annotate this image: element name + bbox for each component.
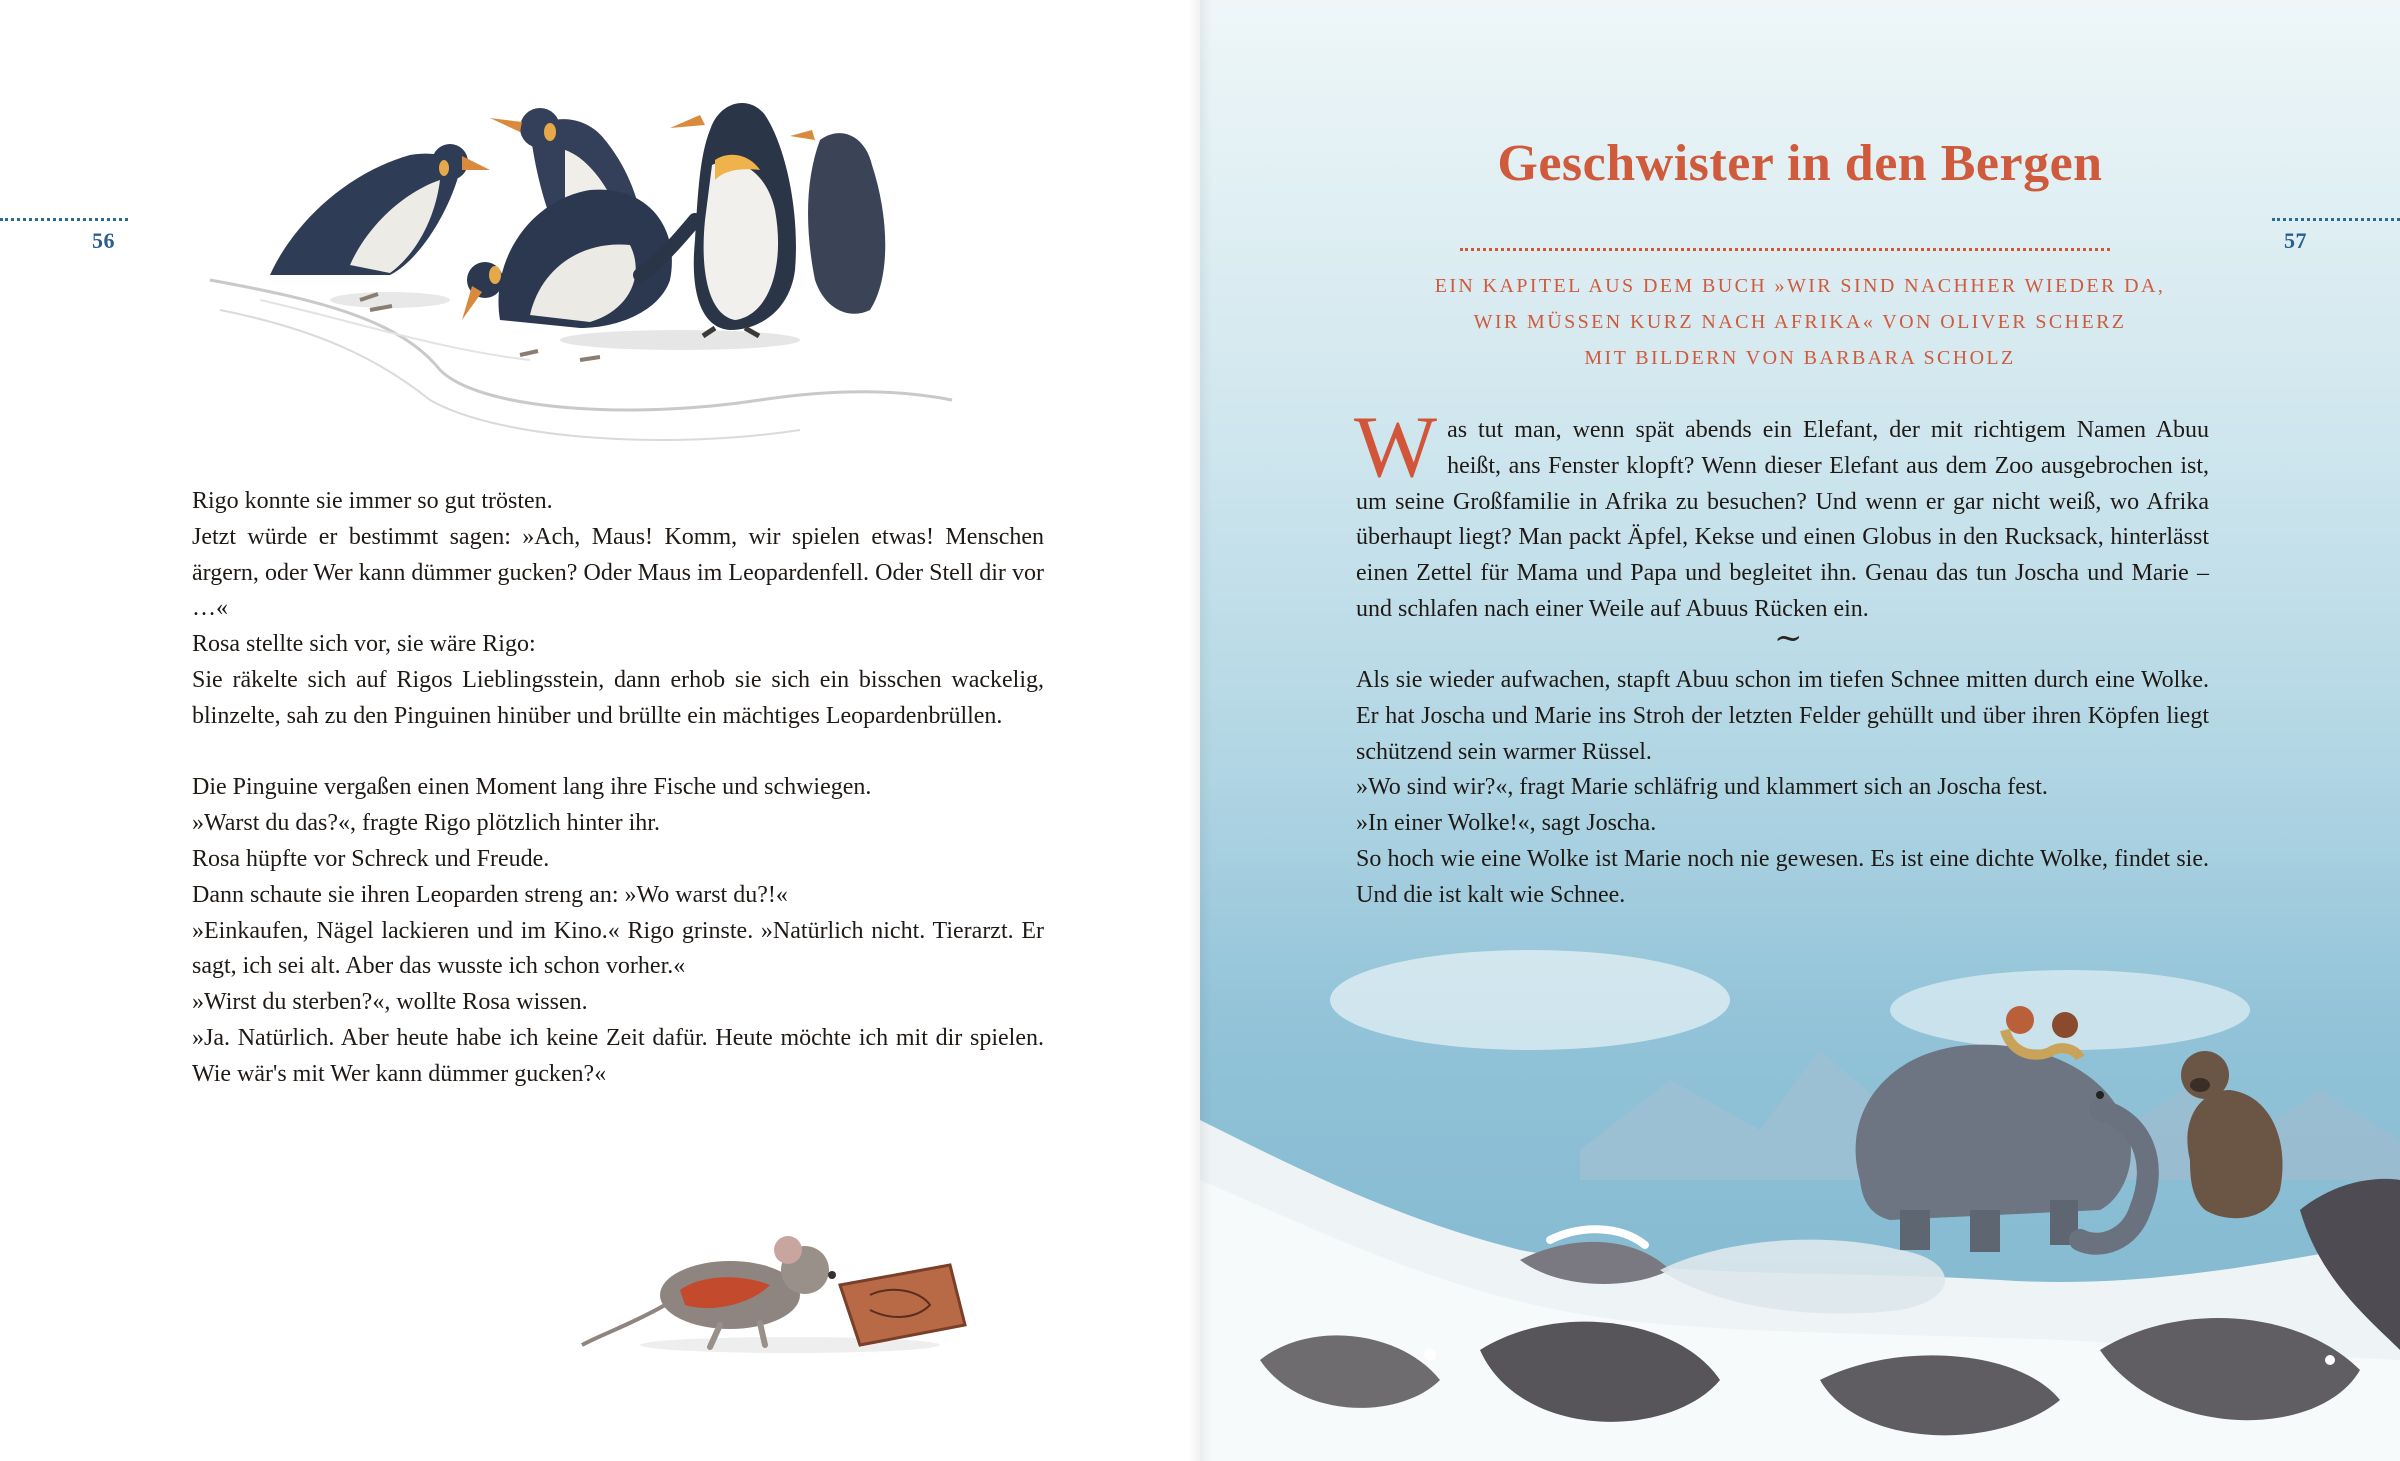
left-paragraph: Rosa hüpfte vor Schreck und Freude. — [192, 845, 550, 872]
penguin-5 — [790, 130, 885, 314]
mouse-illustration — [570, 1195, 990, 1365]
book-gutter — [1188, 0, 1212, 1461]
right-folio-rule — [2272, 218, 2400, 221]
right-paragraph: »In einer Wolke!«, sagt Joscha. — [1356, 810, 1657, 837]
mountain-snow-illustration — [1200, 880, 2400, 1461]
right-paragraph: »Wo sind wir?«, fragt Marie schläfrig und klammert sich an Joscha fest. — [1356, 774, 2048, 801]
subtitle-line: WIR MÜSSEN KURZ NACH AFRIKA« VON OLIVER SCHERZ — [1473, 311, 2127, 333]
penguin-1 — [270, 144, 490, 275]
left-paragraph: »Ja. Natürlich. Aber heute habe ich keine Zeit dafür. Heute möchte ich mit dir spielen. Wie wär's mit Wer kann dümmer gucken?« — [192, 1024, 1044, 1087]
penguins-illustration — [200, 70, 960, 470]
title-dotted-rule — [1460, 248, 2110, 251]
left-paragraph: »Wirst du sterben?«, wollte Rosa wissen. — [192, 989, 588, 1016]
penguin-3 — [462, 190, 672, 328]
subtitle-line: MIT BILDERN VON BARBARA SCHOLZ — [1584, 347, 2016, 369]
left-paragraph: Die Pinguine vergaßen einen Moment lang ihre Fische und schwiegen. — [192, 774, 872, 801]
intro-paragraph — [1354, 399, 2209, 628]
left-body-text — [192, 484, 1044, 1093]
penguin-4 — [640, 103, 796, 336]
right-paragraph: Als sie wieder aufwachen, stapft Abuu schon im tiefen Schnee mitten durch eine Wolke. Er hat Joscha und Marie ins Stroh der letzten Felder gehüllt und über ihren Köpfen liegt schützend sein warmer Rüssel. — [1356, 667, 2209, 765]
right-page-number: 57 — [2284, 228, 2307, 253]
left-paragraph: Jetzt würde er bestimmt sagen: »Ach, Maus! Komm, wir spielen etwas! Menschen ärgern, oder Wer kann dümmer gucken? Oder Maus im Leopardenfell. Oder Stell dir vor …« — [192, 523, 1044, 622]
left-paragraph: Rosa stellte sich vor, sie wäre Rigo: — [192, 631, 536, 658]
left-page-number: 56 — [92, 228, 115, 253]
left-blank-line — [192, 735, 1044, 771]
right-paragraph: So hoch wie eine Wolke ist Marie noch nie gewesen. Es ist eine dichte Wolke, findet sie. Und die ist kalt wie Schnee. — [1356, 845, 2209, 908]
chapter-subtitle — [1300, 268, 2300, 376]
left-paragraph: »Warst du das?«, fragte Rigo plötzlich hinter ihr. — [192, 810, 660, 837]
section-separator: ~ — [1774, 618, 1803, 658]
left-paragraph: Rigo konnte sie immer so gut trösten. — [192, 488, 553, 514]
drop-cap: W — [1354, 399, 1438, 496]
left-paragraph: »Einkaufen, Nägel lackieren und im Kino.« Rigo grinste. »Natürlich nicht. Tierarzt. Er sagt, ich sei alt. Aber das wusste ich schon vorher.« — [192, 917, 1044, 980]
left-folio-rule — [0, 218, 128, 221]
left-paragraph: Sie räkelte sich auf Rigos Lieblingsstein, dann erhob sie sich ein bisschen wackelig, blinzelte, sah zu den Pinguinen hinüber und brüllte ein mächtiges Leopardenbrüllen. — [192, 666, 1044, 729]
elephant — [1856, 1045, 2148, 1252]
chapter-title: Geschwister in den Bergen — [1497, 135, 2103, 192]
intro-text: as tut man, wenn spät abends ein Elefant, der mit richtigem Namen Abuu heißt, ans Fenster klopft? Wenn dieser Elefant aus dem Zoo ausgebrochen ist, um seine Großfamilie in Afrika zu besuchen? Und wenn er gar nicht weiß, wo Afrika überhaupt liegt? Man packt Äpfel, Kekse und einen Globus in den Rucksack, hinterlässt einen Zettel für Mama und Papa und begleitet ihn. Genau das tun Joscha und Marie – und schlafen nach einer Weile auf Abuus Rücken ein. — [1356, 417, 2209, 622]
subtitle-line: EIN KAPITEL AUS DEM BUCH »WIR SIND NACHHER WIEDER DA, — [1434, 275, 2166, 297]
right-body-text — [1356, 663, 2209, 914]
left-paragraph: Dann schaute sie ihren Leoparden streng an: »Wo warst du?!« — [192, 881, 788, 908]
bear — [2181, 1051, 2283, 1218]
